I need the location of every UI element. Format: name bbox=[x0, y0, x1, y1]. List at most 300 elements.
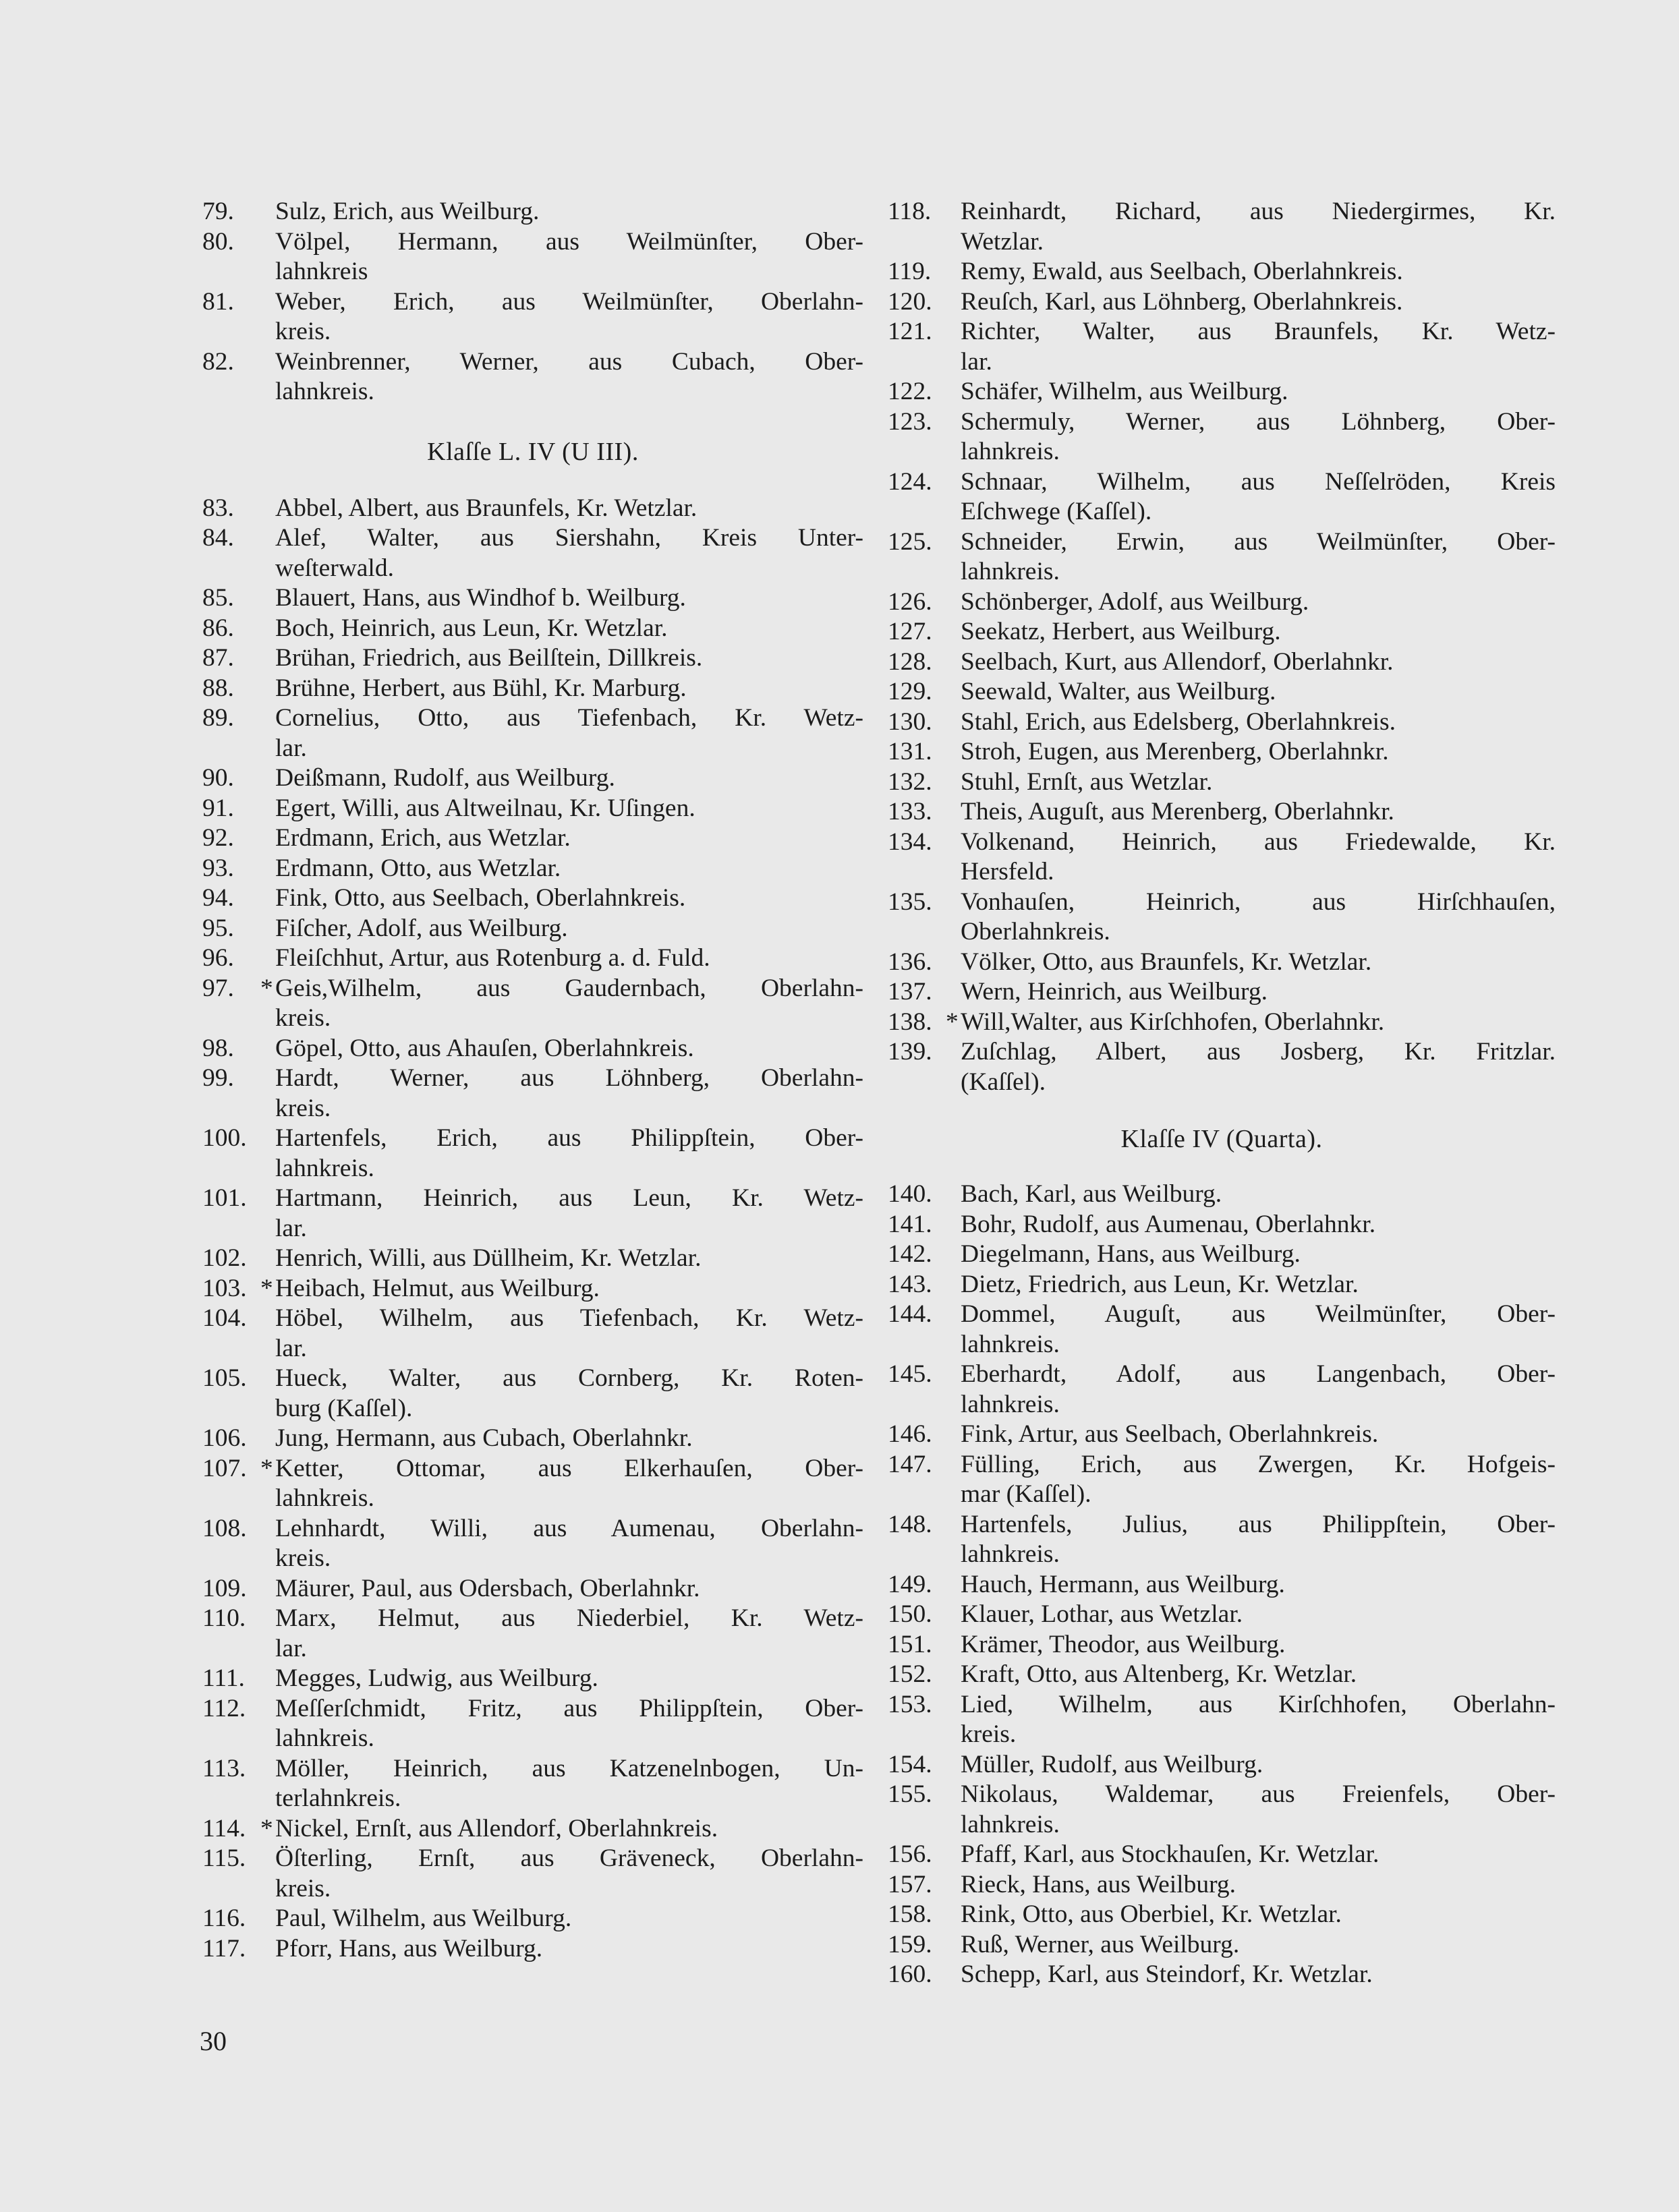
entry-text bbox=[961, 1600, 1556, 1630]
entry-number bbox=[888, 1180, 961, 1210]
entry-number-text: 141. bbox=[888, 1210, 932, 1238]
entry-number-text: 91. bbox=[202, 794, 234, 822]
entry-number-text: 111. bbox=[202, 1664, 245, 1692]
entry-line-continuation: kreis. bbox=[275, 1004, 331, 1032]
entry-number-text: 82. bbox=[202, 347, 234, 376]
entry-text bbox=[961, 797, 1556, 827]
entry-number bbox=[202, 523, 275, 583]
entry-number bbox=[888, 1360, 961, 1420]
entry-number bbox=[888, 1900, 961, 1930]
list-item bbox=[202, 523, 863, 583]
list-item bbox=[888, 1750, 1556, 1780]
entry-line: Fink, Artur, aus Seelbach, Oberlahnkreis. bbox=[961, 1420, 1379, 1448]
entry-number bbox=[888, 1660, 961, 1690]
list-item bbox=[888, 527, 1556, 587]
entry-text bbox=[961, 767, 1556, 798]
entry-number-text: 97. bbox=[202, 974, 234, 1002]
entry-line: Höbel, Wilhelm, aus Tiefenbach, Kr. Wetz- bbox=[275, 1304, 863, 1332]
entry-line-continuation: lahnkreis. bbox=[961, 1540, 1060, 1568]
list-item bbox=[888, 617, 1556, 647]
entry-line: Weinbrenner, Werner, aus Cubach, Ober- bbox=[275, 347, 863, 376]
entry-text bbox=[961, 1690, 1556, 1750]
entry-text bbox=[275, 494, 863, 524]
entry-text bbox=[275, 1694, 863, 1754]
entry-number bbox=[202, 1904, 275, 1934]
list-item bbox=[888, 197, 1556, 257]
entry-line: Abbel, Albert, aus Braunfels, Kr. Wetzlar. bbox=[275, 494, 698, 522]
entry-line: Krämer, Theodor, aus Weilburg. bbox=[961, 1630, 1286, 1658]
list-item bbox=[888, 1570, 1556, 1600]
entry-text bbox=[961, 467, 1556, 527]
entry-number bbox=[888, 1270, 961, 1300]
entry-number-text: 156. bbox=[888, 1840, 932, 1868]
entry-line: Boch, Heinrich, aus Leun, Kr. Wetzlar. bbox=[275, 614, 668, 642]
entry-number-text: 108. bbox=[202, 1514, 247, 1542]
entry-line: Erdmann, Erich, aus Wetzlar. bbox=[275, 824, 571, 852]
entry-line: Schäfer, Wilhelm, aus Weilburg. bbox=[961, 378, 1288, 405]
entry-number bbox=[888, 767, 961, 798]
entry-text bbox=[275, 1124, 863, 1184]
list-item bbox=[888, 1600, 1556, 1630]
entry-line: Seekatz, Herbert, aus Weilburg. bbox=[961, 618, 1281, 645]
entry-number-text: 121. bbox=[888, 318, 932, 345]
entry-line: Brühan, Friedrich, aus Beilſtein, Dillkreis. bbox=[275, 644, 703, 672]
entry-line-continuation: Hersfeld. bbox=[961, 858, 1054, 885]
entry-text bbox=[275, 1664, 863, 1694]
entry-line-continuation: kreis. bbox=[961, 1720, 1017, 1748]
entry-number bbox=[888, 1600, 961, 1630]
entry-line-continuation: kreis. bbox=[275, 1094, 331, 1122]
entry-number-text: 146. bbox=[888, 1420, 932, 1448]
entry-line-continuation: lar. bbox=[275, 1634, 307, 1662]
entry-number-text: 143. bbox=[888, 1270, 932, 1298]
entry-number-text: 80. bbox=[202, 227, 234, 256]
entry-text bbox=[275, 583, 863, 614]
entry-line: Hueck, Walter, aus Cornberg, Kr. Roten- bbox=[275, 1364, 863, 1392]
list-item bbox=[202, 854, 863, 884]
list-item bbox=[202, 1514, 863, 1574]
entry-line-continuation: lahnkreis. bbox=[961, 558, 1060, 585]
list-item bbox=[202, 1034, 863, 1064]
list-item bbox=[888, 587, 1556, 618]
list-item bbox=[202, 494, 863, 524]
entry-number bbox=[202, 1604, 275, 1664]
entry-text bbox=[961, 407, 1556, 467]
list-item bbox=[202, 794, 863, 824]
entry-number-text: 116. bbox=[202, 1904, 246, 1932]
entry-text bbox=[961, 587, 1556, 618]
entry-text bbox=[961, 1210, 1556, 1240]
entry-text bbox=[961, 1930, 1556, 1960]
entry-number-text: 131. bbox=[888, 738, 932, 765]
entry-number bbox=[202, 943, 275, 974]
entry-text bbox=[961, 317, 1556, 377]
asterisk-mark: * bbox=[946, 1008, 959, 1036]
entry-line-continuation: lahnkreis. bbox=[275, 378, 374, 405]
list-item bbox=[202, 347, 863, 407]
entry-line-continuation: lahnkreis. bbox=[275, 1724, 374, 1752]
entry-line: Cornelius, Otto, aus Tiefenbach, Kr. Wetz- bbox=[275, 704, 863, 732]
entry-text bbox=[961, 1960, 1556, 1990]
list-item bbox=[202, 823, 863, 854]
entry-number-text: 90. bbox=[202, 764, 234, 792]
entry-line: Brühne, Herbert, aus Bühl, Kr. Marburg. bbox=[275, 674, 687, 702]
entry-number-text: 93. bbox=[202, 854, 234, 882]
class-heading: Klaſſe L. IV (U III). bbox=[427, 437, 639, 466]
entry-line: Pfaff, Karl, aus Stockhauſen, Kr. Wetzlar. bbox=[961, 1840, 1379, 1868]
entry-line: Deißmann, Rudolf, aus Weilburg. bbox=[275, 764, 615, 792]
entry-text bbox=[961, 377, 1556, 407]
list-item bbox=[202, 1934, 863, 1964]
list-item bbox=[888, 1630, 1556, 1660]
entry-line: Schepp, Karl, aus Steindorf, Kr. Wetzlar. bbox=[961, 1960, 1373, 1988]
entry-text bbox=[275, 523, 863, 583]
entry-number-text: 136. bbox=[888, 948, 932, 976]
entry-number-text: 140. bbox=[888, 1180, 932, 1208]
entry-line: Stuhl, Ernſt, aus Wetzlar. bbox=[961, 767, 1213, 796]
entry-number-text: 144. bbox=[888, 1300, 932, 1328]
entry-line: Hardt, Werner, aus Löhnberg, Oberlahn- bbox=[275, 1064, 863, 1092]
entry-number bbox=[888, 1037, 961, 1097]
entry-number-text: 128. bbox=[888, 647, 932, 676]
entry-text bbox=[275, 854, 863, 884]
entry-line-continuation: lahnkreis bbox=[275, 258, 368, 285]
entry-text bbox=[961, 1037, 1556, 1097]
list-item bbox=[202, 943, 863, 974]
list-item bbox=[888, 1660, 1556, 1690]
entry-number-text: 105. bbox=[202, 1364, 247, 1392]
entry-line-continuation: weſterwald. bbox=[275, 554, 394, 582]
entry-line: Paul, Wilhelm, aus Weilburg. bbox=[275, 1904, 572, 1932]
entry-text bbox=[961, 647, 1556, 678]
entry-number-text: 139. bbox=[888, 1038, 932, 1066]
list-item bbox=[888, 257, 1556, 287]
entry-number bbox=[202, 1754, 275, 1814]
entry-line: Völpel, Hermann, aus Weilmünſter, Ober- bbox=[275, 227, 863, 256]
entry-number-text: 153. bbox=[888, 1690, 932, 1718]
entry-number-text: 119. bbox=[888, 258, 932, 285]
entry-text bbox=[275, 943, 863, 974]
entry-number bbox=[202, 703, 275, 763]
entry-text bbox=[961, 257, 1556, 287]
entry-number-text: 138. bbox=[888, 1008, 932, 1036]
entry-number bbox=[202, 1664, 275, 1694]
list-item bbox=[202, 287, 863, 347]
entry-number bbox=[888, 1630, 961, 1660]
entry-line-continuation: kreis. bbox=[275, 1544, 331, 1572]
entry-text bbox=[275, 347, 863, 407]
entry-number-text: 95. bbox=[202, 914, 234, 942]
list-item bbox=[202, 1454, 863, 1514]
entry-text bbox=[961, 737, 1556, 767]
entry-number-text: 134. bbox=[888, 827, 932, 856]
list-item bbox=[202, 1814, 863, 1844]
entry-text bbox=[275, 763, 863, 794]
entry-line: Weber, Erich, aus Weilmünſter, Oberlahn- bbox=[275, 287, 863, 316]
entry-number-text: 154. bbox=[888, 1750, 932, 1778]
entry-number bbox=[202, 1244, 275, 1274]
entry-line: Sulz, Erich, aus Weilburg. bbox=[275, 198, 540, 225]
entry-number bbox=[202, 823, 275, 854]
entry-line: Seewald, Walter, aus Weilburg. bbox=[961, 678, 1276, 705]
entry-number-text: 96. bbox=[202, 944, 234, 972]
entry-line-continuation: lar. bbox=[275, 1334, 307, 1362]
entry-line: Henrich, Willi, aus Düllheim, Kr. Wetzlar. bbox=[275, 1244, 702, 1272]
entry-number-text: 152. bbox=[888, 1660, 932, 1688]
list-item bbox=[202, 1424, 863, 1454]
entry-line: Ruß, Werner, aus Weilburg. bbox=[961, 1930, 1240, 1958]
entry-line: Meſſerſchmidt, Fritz, aus Philippſtein, Ober- bbox=[275, 1694, 863, 1722]
list-item bbox=[202, 1664, 863, 1694]
list-item bbox=[202, 1904, 863, 1934]
entry-number bbox=[202, 1514, 275, 1574]
entry-line-continuation: Oberlahnkreis. bbox=[961, 918, 1110, 945]
entry-number-text: 94. bbox=[202, 884, 234, 912]
entry-number-text: 115. bbox=[202, 1844, 246, 1872]
entry-line-continuation: lahnkreis. bbox=[275, 1484, 374, 1512]
entry-text bbox=[275, 1574, 863, 1604]
list-item bbox=[888, 827, 1556, 887]
entry-text bbox=[275, 823, 863, 854]
entry-text bbox=[961, 1240, 1556, 1270]
entry-line: Heibach, Helmut, aus Weilburg. bbox=[275, 1274, 600, 1302]
entry-line: Erdmann, Otto, aus Wetzlar. bbox=[275, 854, 561, 882]
entry-number-text: 107. bbox=[202, 1454, 247, 1482]
entry-number bbox=[888, 317, 961, 377]
list-item bbox=[888, 377, 1556, 407]
entry-number-text: 148. bbox=[888, 1510, 932, 1538]
entry-text bbox=[275, 197, 863, 227]
entry-line: Alef, Walter, aus Siershahn, Kreis Unter- bbox=[275, 524, 863, 552]
entry-number bbox=[888, 1510, 961, 1570]
entry-line: Egert, Willi, aus Altweilnau, Kr. Uſingen. bbox=[275, 794, 695, 822]
entry-line: Schönberger, Adolf, aus Weilburg. bbox=[961, 587, 1309, 616]
entry-line: Will,Walter, aus Kirſchhofen, Oberlahnkr. bbox=[961, 1008, 1385, 1036]
entry-text bbox=[275, 1454, 863, 1514]
entry-line-continuation: kreis. bbox=[275, 318, 331, 345]
entry-line-continuation: Eſchwege (Kaſſel). bbox=[961, 498, 1152, 525]
entry-number-text: 83. bbox=[202, 494, 234, 522]
entry-number-text: 112. bbox=[202, 1694, 246, 1722]
list-item bbox=[888, 1360, 1556, 1420]
list-item bbox=[202, 1574, 863, 1604]
entry-number bbox=[888, 527, 961, 587]
entry-number-text: 155. bbox=[888, 1780, 932, 1808]
entry-number bbox=[202, 1064, 275, 1124]
entry-text bbox=[275, 227, 863, 287]
entry-number bbox=[202, 974, 275, 1034]
entry-number-text: 79. bbox=[202, 198, 234, 225]
entry-text bbox=[275, 674, 863, 704]
entry-line: Marx, Helmut, aus Niederbiel, Kr. Wetz- bbox=[275, 1604, 863, 1632]
entry-line-continuation: (Kaſſel). bbox=[961, 1068, 1046, 1096]
entry-line: Stroh, Eugen, aus Merenberg, Oberlahnkr. bbox=[961, 738, 1389, 765]
entry-text bbox=[961, 1420, 1556, 1450]
entry-number bbox=[202, 674, 275, 704]
entry-number-text: 123. bbox=[888, 407, 932, 436]
entry-number-text: 159. bbox=[888, 1930, 932, 1958]
entry-number bbox=[888, 1570, 961, 1600]
entry-text bbox=[275, 643, 863, 674]
entry-number-text: 137. bbox=[888, 978, 932, 1006]
entry-line: Völker, Otto, aus Braunfels, Kr. Wetzlar. bbox=[961, 948, 1372, 976]
entry-number bbox=[888, 827, 961, 887]
entry-line: Megges, Ludwig, aus Weilburg. bbox=[275, 1664, 598, 1692]
list-item bbox=[202, 1124, 863, 1184]
entry-number-text: 124. bbox=[888, 467, 932, 496]
entry-number bbox=[202, 1454, 275, 1514]
list-item bbox=[888, 287, 1556, 318]
entry-number bbox=[888, 647, 961, 678]
entry-text bbox=[275, 1304, 863, 1364]
entry-number bbox=[202, 643, 275, 674]
entry-line: Remy, Ewald, aus Seelbach, Oberlahnkreis. bbox=[961, 258, 1403, 285]
entry-line: Rink, Otto, aus Oberbiel, Kr. Wetzlar. bbox=[961, 1900, 1342, 1928]
list-item bbox=[888, 707, 1556, 738]
entry-text bbox=[961, 1630, 1556, 1660]
asterisk-mark: * bbox=[260, 1274, 273, 1302]
entry-text bbox=[961, 1780, 1556, 1840]
list-item bbox=[888, 1690, 1556, 1750]
entry-number bbox=[888, 1240, 961, 1270]
entry-text bbox=[961, 1660, 1556, 1690]
entry-line: Richter, Walter, aus Braunfels, Kr. Wetz- bbox=[961, 318, 1556, 345]
entry-text bbox=[275, 1064, 863, 1124]
entry-number-text: 117. bbox=[202, 1934, 246, 1962]
entry-number-text: 133. bbox=[888, 798, 932, 825]
list-item bbox=[202, 227, 863, 287]
entry-number-text: 147. bbox=[888, 1450, 932, 1478]
entry-line: Mäurer, Paul, aus Odersbach, Oberlahnkr. bbox=[275, 1574, 700, 1602]
entry-number bbox=[202, 583, 275, 614]
entry-text bbox=[275, 1424, 863, 1454]
page-number: 30 bbox=[200, 2026, 227, 2056]
entry-text bbox=[275, 794, 863, 824]
entry-number-text: 109. bbox=[202, 1574, 247, 1602]
entry-number-text: 110. bbox=[202, 1604, 246, 1632]
list-item bbox=[888, 1008, 1556, 1038]
entry-number-text: 125. bbox=[888, 527, 932, 556]
entry-line: Möller, Heinrich, aus Katzenelnbogen, Un- bbox=[275, 1754, 863, 1782]
entry-line: Hartmann, Heinrich, aus Leun, Kr. Wetz- bbox=[275, 1184, 863, 1212]
entry-number bbox=[888, 617, 961, 647]
entry-number-text: 106. bbox=[202, 1424, 247, 1452]
list-item bbox=[888, 1450, 1556, 1510]
list-item bbox=[888, 677, 1556, 707]
list-item bbox=[202, 1244, 863, 1274]
entry-line: Vonhauſen, Heinrich, aus Hirſchhauſen, bbox=[961, 887, 1556, 916]
entry-number bbox=[202, 883, 275, 914]
list-item bbox=[202, 674, 863, 704]
entry-number-text: 89. bbox=[202, 704, 234, 732]
list-item bbox=[888, 1180, 1556, 1210]
entry-number-text: 88. bbox=[202, 674, 234, 702]
entry-line-continuation: lar. bbox=[961, 347, 992, 376]
entry-number-text: 99. bbox=[202, 1064, 234, 1092]
entry-text bbox=[961, 977, 1556, 1008]
list-item bbox=[202, 643, 863, 674]
entry-number-text: 92. bbox=[202, 824, 234, 852]
entry-number-text: 145. bbox=[888, 1360, 932, 1388]
entry-number bbox=[888, 257, 961, 287]
entry-number bbox=[888, 677, 961, 707]
list-item bbox=[888, 767, 1556, 798]
entry-text bbox=[961, 1870, 1556, 1900]
entry-number bbox=[202, 1574, 275, 1604]
entry-text bbox=[961, 677, 1556, 707]
list-item bbox=[888, 1420, 1556, 1450]
entry-text bbox=[961, 287, 1556, 318]
entry-number bbox=[888, 287, 961, 318]
entry-line-continuation: lahnkreis. bbox=[961, 1390, 1060, 1418]
entry-line: Schermuly, Werner, aus Löhnberg, Ober- bbox=[961, 407, 1556, 436]
entry-line: Pforr, Hans, aus Weilburg. bbox=[275, 1934, 543, 1962]
entry-line: Eberhardt, Adolf, aus Langenbach, Ober- bbox=[961, 1360, 1556, 1388]
entry-text bbox=[275, 914, 863, 944]
list-item bbox=[888, 737, 1556, 767]
entry-number bbox=[202, 914, 275, 944]
entry-text bbox=[275, 1184, 863, 1244]
entry-line: Fiſcher, Adolf, aus Weilburg. bbox=[275, 914, 568, 942]
entry-line-continuation: lar. bbox=[275, 734, 307, 762]
entry-number bbox=[888, 467, 961, 527]
entry-text bbox=[961, 617, 1556, 647]
entry-number bbox=[202, 1034, 275, 1064]
entry-line-continuation: terlahnkreis. bbox=[275, 1784, 401, 1812]
entry-text bbox=[275, 614, 863, 644]
entry-number bbox=[888, 377, 961, 407]
entry-line: Bohr, Rudolf, aus Aumenau, Oberlahnkr. bbox=[961, 1210, 1376, 1238]
entry-line-continuation: lar. bbox=[275, 1214, 307, 1242]
entry-number-text: 160. bbox=[888, 1960, 932, 1988]
entry-line: Seelbach, Kurt, aus Allendorf, Oberlahnkr. bbox=[961, 647, 1394, 676]
list-item bbox=[888, 1300, 1556, 1360]
entry-line: Jung, Hermann, aus Cubach, Oberlahnkr. bbox=[275, 1424, 693, 1452]
entry-text bbox=[961, 1450, 1556, 1510]
entry-line: Reuſch, Karl, aus Löhnberg, Oberlahnkreis. bbox=[961, 287, 1403, 316]
list-item bbox=[888, 1210, 1556, 1240]
entry-number bbox=[888, 1930, 961, 1960]
entry-line: Müller, Rudolf, aus Weilburg. bbox=[961, 1750, 1263, 1778]
entry-line: Kraft, Otto, aus Altenberg, Kr. Wetzlar. bbox=[961, 1660, 1357, 1688]
entry-line: Fleiſchhut, Artur, aus Rotenburg a. d. Fuld. bbox=[275, 944, 710, 972]
entry-number bbox=[202, 494, 275, 524]
list-item bbox=[202, 914, 863, 944]
entry-text bbox=[961, 827, 1556, 887]
entry-text bbox=[275, 1244, 863, 1274]
entry-number-text: 126. bbox=[888, 587, 932, 616]
list-item bbox=[202, 1604, 863, 1664]
entry-text bbox=[961, 1360, 1556, 1420]
list-item bbox=[202, 197, 863, 227]
entry-number-text: 87. bbox=[202, 644, 234, 672]
asterisk-mark: * bbox=[260, 1814, 273, 1842]
list-item bbox=[202, 1754, 863, 1814]
entry-number-text: 135. bbox=[888, 887, 932, 916]
entry-text bbox=[275, 1364, 863, 1424]
entry-number-text: 120. bbox=[888, 287, 932, 316]
entry-number-text: 113. bbox=[202, 1754, 246, 1782]
entry-number bbox=[202, 1424, 275, 1454]
entry-number-text: 157. bbox=[888, 1870, 932, 1898]
entry-line: Diegelmann, Hans, aus Weilburg. bbox=[961, 1240, 1301, 1268]
entry-text bbox=[275, 1274, 863, 1304]
entry-number bbox=[202, 763, 275, 794]
entry-number-text: 81. bbox=[202, 287, 234, 316]
entry-line-continuation: mar (Kaſſel). bbox=[961, 1480, 1091, 1508]
entry-number bbox=[888, 887, 961, 948]
list-item bbox=[202, 1184, 863, 1244]
